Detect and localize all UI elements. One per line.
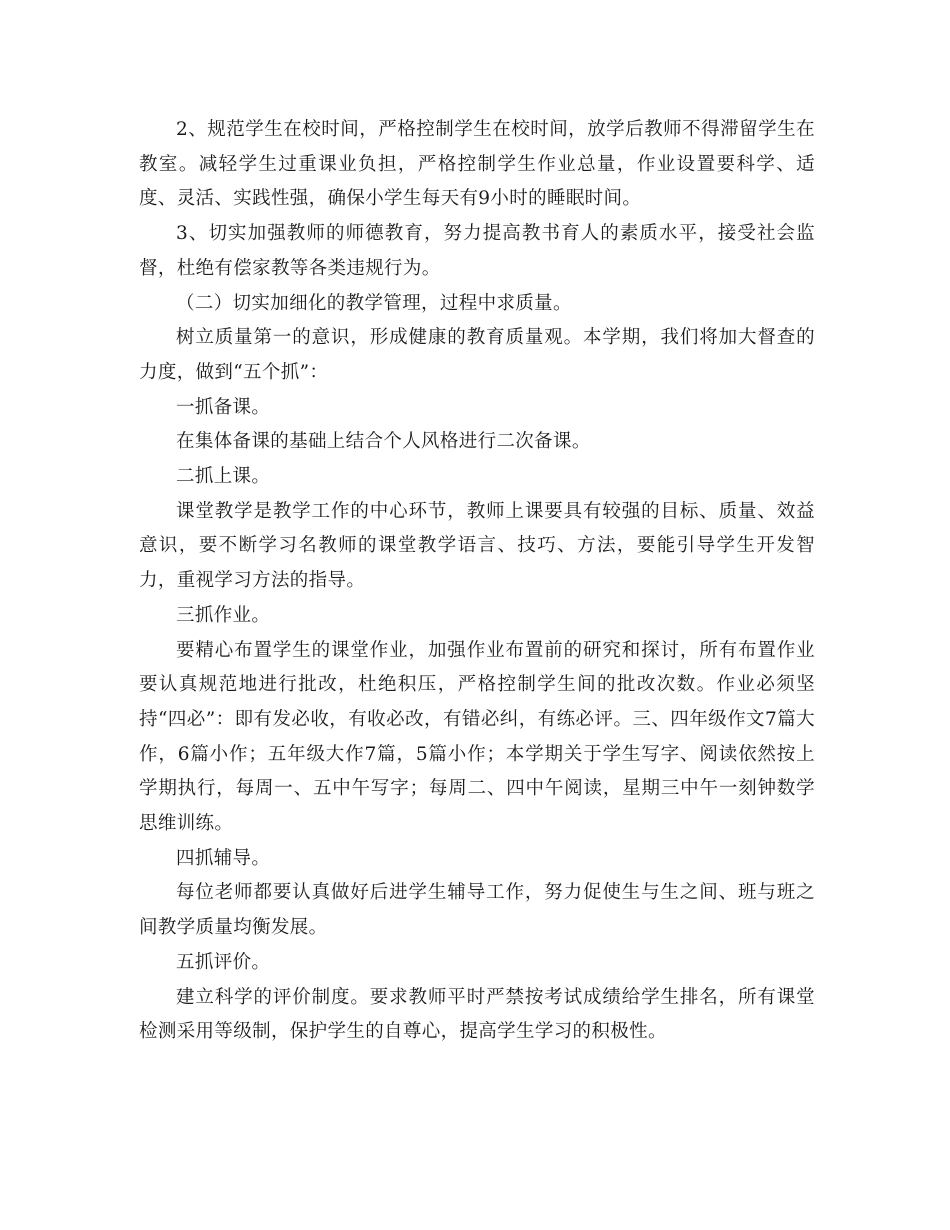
- paragraph-tutoring: 每位老师都要认真做好后进学生辅导工作，努力促使生与生之间、班与班之间教学质量均衡发展。: [139, 882, 815, 939]
- item-heading-evaluation: 五抓评价。: [176, 951, 271, 973]
- paragraph-homework: 要精心布置学生的课堂作业，加强作业布置前的研究和探讨，所有布置作业要认真规范地进行批改，杜绝积压，严格控制学生间的批改次数。作业必须坚持“四必”：即有发必收，有收必改，有错必纠，有练必评。三、四年级作文7篇大作，6篇小作；五年级大作7篇，5篇小作；本学期关于学生写字、阅读依然按上学期执行，每周一、五中午写字；每周二、四中午阅读，星期三中午一刻钟数学思维训练。: [139, 639, 815, 835]
- item-heading-homework: 三抓作业。: [176, 604, 271, 626]
- paragraph-evaluation: 建立科学的评价制度。要求教师平时严禁按考试成绩给学生排名，所有课堂检测采用等级制，保护学生的自尊心，提高学生学习的积极性。: [139, 986, 815, 1043]
- paragraph-rule-teacher-ethics: 3、切实加强教师的师德教育，努力提高教书育人的素质水平，接受社会监督，杜绝有偿家教等各类违规行为。: [139, 223, 815, 279]
- paragraph-quality-awareness: 树立质量第一的意识，形成健康的教育质量观。本学期，我们将加大督查的力度，做到“五个抓”：: [139, 327, 815, 383]
- paragraph-class-teaching: 课堂教学是教学工作的中心环节，教师上课要具有较强的目标、质量、效益意识，要不断学习名教师的课堂教学语言、技巧、方法，要能引导学生开发智力，重视学习方法的指导。: [139, 500, 815, 592]
- section-heading-teaching-management: （二）切实加细化的教学管理，过程中求质量。: [176, 292, 572, 314]
- item-heading-class-teaching: 二抓上课。: [176, 466, 271, 488]
- paragraph-lesson-prep: 在集体备课的基础上结合个人风格进行二次备课。: [176, 431, 591, 453]
- item-heading-lesson-prep: 一抓备课。: [176, 396, 271, 418]
- document-body: [139, 113, 815, 1050]
- paragraph-rule-school-time: 2、规范学生在校时间，严格控制学生在校时间，放学后教师不得滞留学生在教室。减轻学生过重课业负担，严格控制学生作业总量，作业设置要科学、适度、灵活、实践性强，确保小学生每天有9小时的睡眠时间。: [139, 119, 815, 210]
- item-heading-tutoring: 四抓辅导。: [176, 847, 271, 869]
